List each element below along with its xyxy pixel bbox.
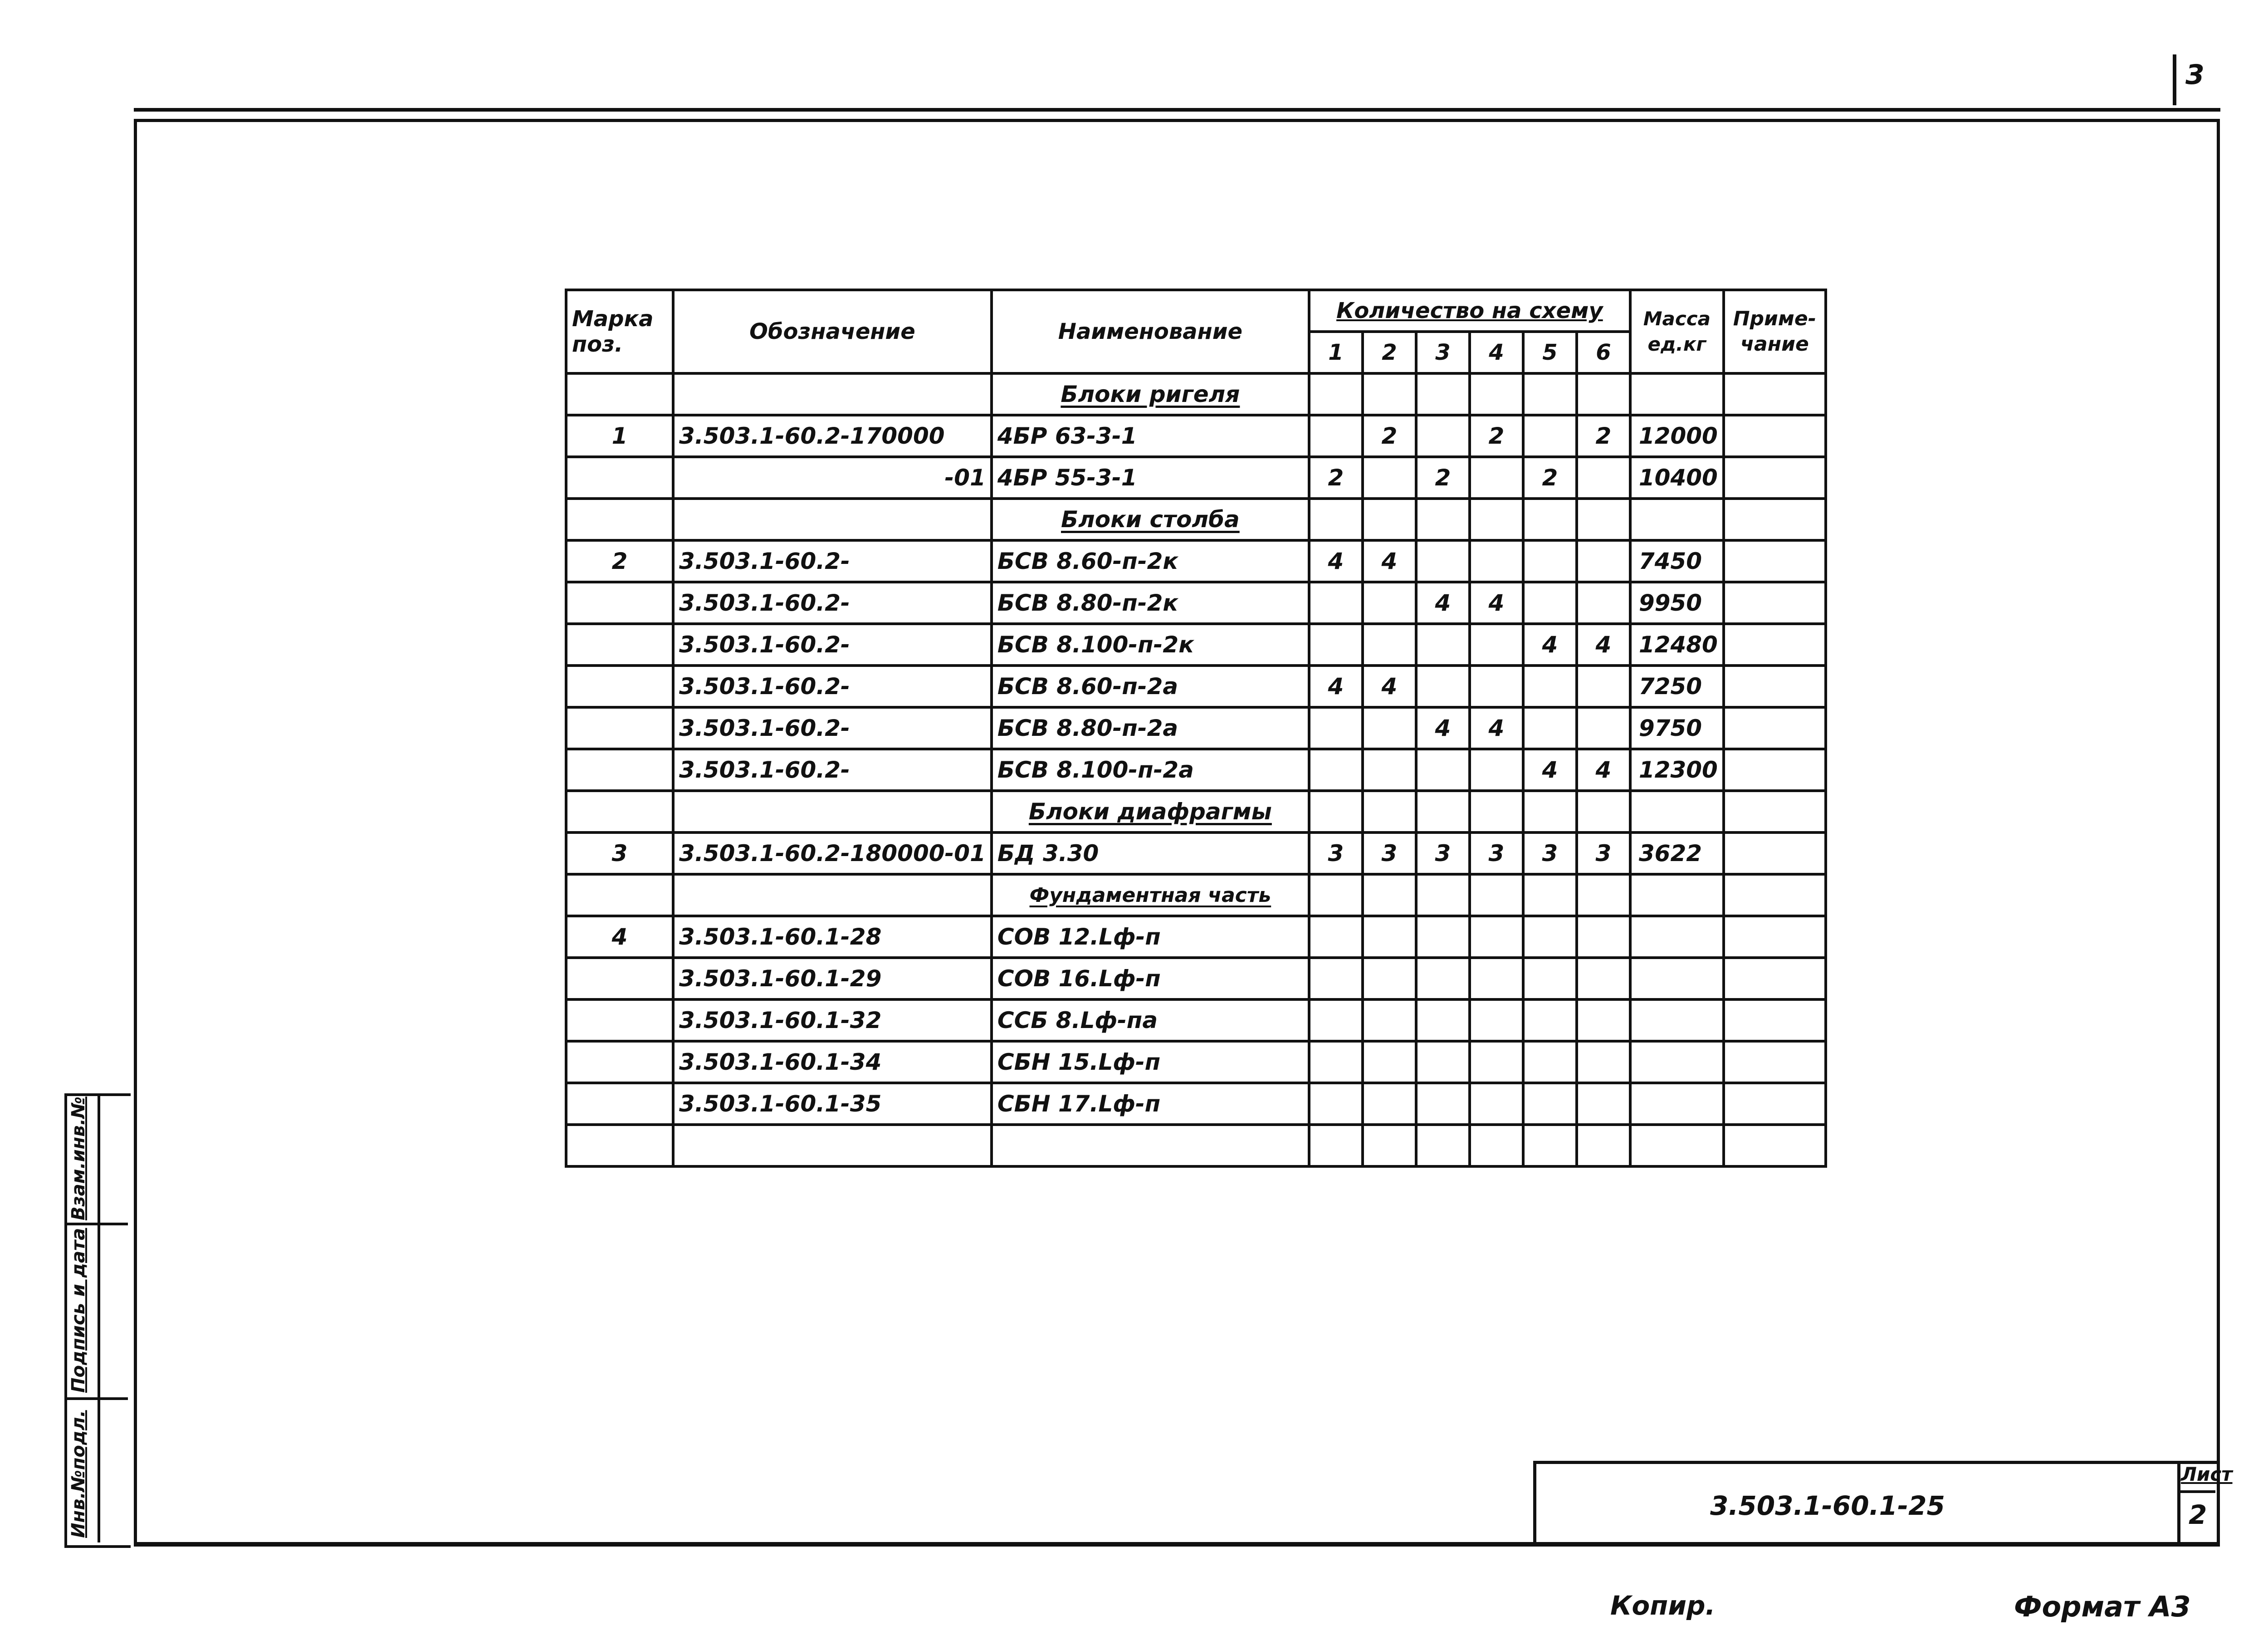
document-designation: 3.503.1-60.1-25 [1710, 1490, 1945, 1521]
table-row [566, 582, 1826, 624]
cell-name: СОВ 12.Lф-п [992, 916, 1309, 958]
cell-mass [1630, 916, 1724, 958]
cell-qty: 3 [1416, 832, 1470, 874]
sheet-number: 2 [2189, 1499, 2207, 1530]
cell-qty: 4 [1363, 666, 1416, 707]
cell-qty: 2 [1470, 415, 1523, 457]
cell-designation: 3.503.1-60.2- [673, 707, 992, 749]
cell-qty: 4 [1523, 749, 1577, 791]
cell-qty: 4 [1309, 666, 1363, 707]
header-qty-5: 5 [1523, 332, 1577, 373]
cell-qty [1577, 1041, 1630, 1083]
cell-note [1724, 457, 1826, 499]
table-row [566, 749, 1826, 791]
cell-qty [1577, 540, 1630, 582]
cell-note [1724, 1083, 1826, 1125]
cell-qty [1309, 1083, 1363, 1125]
cell-qty [1470, 540, 1523, 582]
table-row [566, 958, 1826, 999]
table-row [566, 1083, 1826, 1125]
cell-qty [1577, 1083, 1630, 1125]
cell-mass: 7250 [1630, 666, 1724, 707]
cell-qty [1309, 415, 1363, 457]
cell-qty [1470, 958, 1523, 999]
margin-stamp-rule [64, 1397, 128, 1400]
cell-qty [1470, 749, 1523, 791]
cell-name: БСВ 8.60-п-2к [992, 540, 1309, 582]
cell-qty: 2 [1309, 457, 1363, 499]
cell-qty: 2 [1416, 457, 1470, 499]
cell-name: СОВ 16.Lф-п [992, 958, 1309, 999]
cell-qty: 2 [1363, 415, 1416, 457]
cell-note [1724, 540, 1826, 582]
header-qty-3: 3 [1416, 332, 1470, 373]
cell-qty [1577, 916, 1630, 958]
cell-qty: 3 [1523, 832, 1577, 874]
cell-qty [1309, 1041, 1363, 1083]
cell-qty [1470, 1083, 1523, 1125]
cell-qty [1577, 582, 1630, 624]
cell-qty [1416, 1041, 1470, 1083]
cell-qty [1309, 999, 1363, 1041]
cell-mass: 3622 [1630, 832, 1724, 874]
cell-qty [1309, 749, 1363, 791]
table-row [566, 540, 1826, 582]
cell-qty [1416, 1083, 1470, 1125]
cell-mass: 12300 [1630, 749, 1724, 791]
section-row [566, 874, 1826, 916]
cell-qty [1416, 415, 1470, 457]
cell-note [1724, 666, 1826, 707]
cell-qty [1577, 666, 1630, 707]
cell-designation: 3.503.1-60.1-29 [673, 958, 992, 999]
cell-mass: 9750 [1630, 707, 1724, 749]
cell-designation: -01 [673, 457, 992, 499]
cell-qty [1416, 958, 1470, 999]
frame-top-line [134, 108, 2220, 112]
cell-qty: 3 [1363, 832, 1416, 874]
sheet-label: Лист [2181, 1463, 2233, 1485]
cell-qty [1363, 749, 1416, 791]
cell-qty: 4 [1523, 624, 1577, 666]
cell-qty [1363, 457, 1416, 499]
cell-qty [1523, 916, 1577, 958]
cell-mark: 2 [566, 540, 673, 582]
cell-name: БСВ 8.100-п-2к [992, 624, 1309, 666]
cell-mark [566, 1083, 673, 1125]
cell-designation: 3.503.1-60.2-170000 [673, 415, 992, 457]
header-qty-1: 1 [1309, 332, 1363, 373]
margin-stamp-divider [98, 1093, 100, 1542]
cell-qty [1309, 958, 1363, 999]
cell-qty: 4 [1363, 540, 1416, 582]
cell-qty [1416, 624, 1470, 666]
cell-mark: 1 [566, 415, 673, 457]
table-row [566, 415, 1826, 457]
cell-mass: 10400 [1630, 457, 1724, 499]
margin-stamp-rule [64, 1223, 128, 1225]
cell-qty: 2 [1523, 457, 1577, 499]
cell-designation: 3.503.1-60.1-35 [673, 1083, 992, 1125]
cell-mark: 3 [566, 832, 673, 874]
table-row [566, 916, 1826, 958]
cell-note [1724, 832, 1826, 874]
cell-qty [1577, 958, 1630, 999]
header-qty-2: 2 [1363, 332, 1416, 373]
cell-mark: 4 [566, 916, 673, 958]
cell-note [1724, 749, 1826, 791]
cell-mass: 12480 [1630, 624, 1724, 666]
section-row [566, 499, 1826, 540]
cell-qty [1416, 916, 1470, 958]
cell-qty [1470, 666, 1523, 707]
cell-designation: 3.503.1-60.2-180000-01 [673, 832, 992, 874]
cell-qty [1577, 707, 1630, 749]
cell-qty [1470, 1041, 1523, 1083]
cell-mark [566, 707, 673, 749]
cell-qty [1523, 582, 1577, 624]
cell-mass: 12000 [1630, 415, 1724, 457]
cell-qty [1523, 415, 1577, 457]
cell-qty [1363, 999, 1416, 1041]
cell-name: БСВ 8.80-п-2а [992, 707, 1309, 749]
cell-mass [1630, 1083, 1724, 1125]
cell-mark [566, 624, 673, 666]
cell-qty [1363, 707, 1416, 749]
cell-qty: 4 [1416, 707, 1470, 749]
cell-mark [566, 999, 673, 1041]
cell-designation: 3.503.1-60.1-34 [673, 1041, 992, 1083]
cell-name: 4БР 55-3-1 [992, 457, 1309, 499]
cell-note [1724, 415, 1826, 457]
cell-mark [566, 1041, 673, 1083]
cell-note [1724, 707, 1826, 749]
cell-qty [1523, 1041, 1577, 1083]
page-number: 3 [2185, 59, 2204, 91]
cell-name: 4БР 63-3-1 [992, 415, 1309, 457]
table-row [566, 457, 1826, 499]
cell-mark [566, 666, 673, 707]
cell-qty: 4 [1470, 582, 1523, 624]
cell-designation: 3.503.1-60.2- [673, 582, 992, 624]
cell-qty [1523, 958, 1577, 999]
table-row [566, 832, 1826, 874]
cell-qty [1523, 707, 1577, 749]
header-quantity: Количество на схему [1309, 290, 1630, 332]
cell-qty: 3 [1577, 832, 1630, 874]
cell-qty: 3 [1309, 832, 1363, 874]
cell-qty [1523, 1083, 1577, 1125]
section-title: Блоки диафрагмы [992, 791, 1309, 832]
cell-name: ССБ 8.Lф-па [992, 999, 1309, 1041]
cell-name: СБН 15.Lф-п [992, 1041, 1309, 1083]
section-title: Блоки ригеля [992, 373, 1309, 415]
cell-qty [1577, 999, 1630, 1041]
cell-qty [1309, 582, 1363, 624]
table-row [566, 1041, 1826, 1083]
cell-note [1724, 1041, 1826, 1083]
specification-table [565, 289, 1827, 1168]
cell-name: БСВ 8.100-п-2а [992, 749, 1309, 791]
header-designation: Обозначение [673, 290, 992, 373]
cell-note [1724, 958, 1826, 999]
cell-qty [1577, 457, 1630, 499]
cell-qty: 4 [1309, 540, 1363, 582]
section-title: Фундаментная часть [992, 874, 1309, 916]
table-row [566, 666, 1826, 707]
table-row [566, 624, 1826, 666]
section-title: Блоки столба [992, 499, 1309, 540]
header-note: Приме- чание [1724, 290, 1826, 373]
cell-qty [1309, 707, 1363, 749]
cell-qty [1416, 666, 1470, 707]
cell-note [1724, 624, 1826, 666]
page-number-rule [2173, 54, 2176, 105]
margin-sign-date: Подпись и дата [68, 1228, 89, 1393]
cell-mass [1630, 958, 1724, 999]
margin-vzam-inv: Взам.инв.№ [68, 1097, 89, 1220]
cell-qty [1363, 1041, 1416, 1083]
cell-mark [566, 582, 673, 624]
cell-mark [566, 958, 673, 999]
cell-qty [1363, 1083, 1416, 1125]
sheet-box-divider [2177, 1490, 2215, 1493]
header-mark: Марка поз. [566, 290, 673, 373]
cell-qty [1470, 999, 1523, 1041]
cell-qty [1416, 999, 1470, 1041]
header-qty-6: 6 [1577, 332, 1630, 373]
cell-qty [1309, 916, 1363, 958]
table-row [566, 707, 1826, 749]
cell-mark [566, 749, 673, 791]
cell-name: БСВ 8.60-п-2а [992, 666, 1309, 707]
section-row [566, 373, 1826, 415]
cell-mass: 7450 [1630, 540, 1724, 582]
cell-qty [1363, 582, 1416, 624]
cell-qty [1309, 624, 1363, 666]
margin-inv-podl: Инв.№подл. [68, 1410, 89, 1538]
cell-designation: 3.503.1-60.2- [673, 624, 992, 666]
table-row [566, 999, 1826, 1041]
cell-designation: 3.503.1-60.2- [673, 749, 992, 791]
cell-qty [1470, 624, 1523, 666]
section-row [566, 791, 1826, 832]
cell-mass [1630, 999, 1724, 1041]
cell-qty: 4 [1470, 707, 1523, 749]
copy-label: Копир. [1610, 1590, 1716, 1621]
cell-qty: 4 [1577, 624, 1630, 666]
cell-qty: 3 [1470, 832, 1523, 874]
cell-designation: 3.503.1-60.1-28 [673, 916, 992, 958]
header-name: Наименование [992, 290, 1309, 373]
cell-qty [1416, 540, 1470, 582]
cell-qty: 4 [1577, 749, 1630, 791]
cell-note [1724, 582, 1826, 624]
cell-mark [566, 457, 673, 499]
cell-qty [1363, 624, 1416, 666]
cell-qty: 4 [1416, 582, 1470, 624]
cell-qty [1363, 916, 1416, 958]
cell-qty [1416, 749, 1470, 791]
cell-mass [1630, 1041, 1724, 1083]
cell-qty [1470, 457, 1523, 499]
empty-row [566, 1125, 1826, 1166]
cell-note [1724, 916, 1826, 958]
cell-designation: 3.503.1-60.1-32 [673, 999, 992, 1041]
cell-qty [1523, 540, 1577, 582]
cell-qty: 2 [1577, 415, 1630, 457]
cell-name: БД 3.30 [992, 832, 1309, 874]
cell-qty [1363, 958, 1416, 999]
cell-mass: 9950 [1630, 582, 1724, 624]
cell-qty [1523, 666, 1577, 707]
cell-designation: 3.503.1-60.2- [673, 666, 992, 707]
format-label: Формат А3 [2014, 1590, 2191, 1623]
cell-name: БСВ 8.80-п-2к [992, 582, 1309, 624]
cell-designation: 3.503.1-60.2- [673, 540, 992, 582]
header-qty-4: 4 [1470, 332, 1523, 373]
cell-qty [1523, 999, 1577, 1041]
cell-name: СБН 17.Lф-п [992, 1083, 1309, 1125]
header-mass: Масса ед.кг [1630, 290, 1724, 373]
cell-note [1724, 999, 1826, 1041]
cell-qty [1470, 916, 1523, 958]
